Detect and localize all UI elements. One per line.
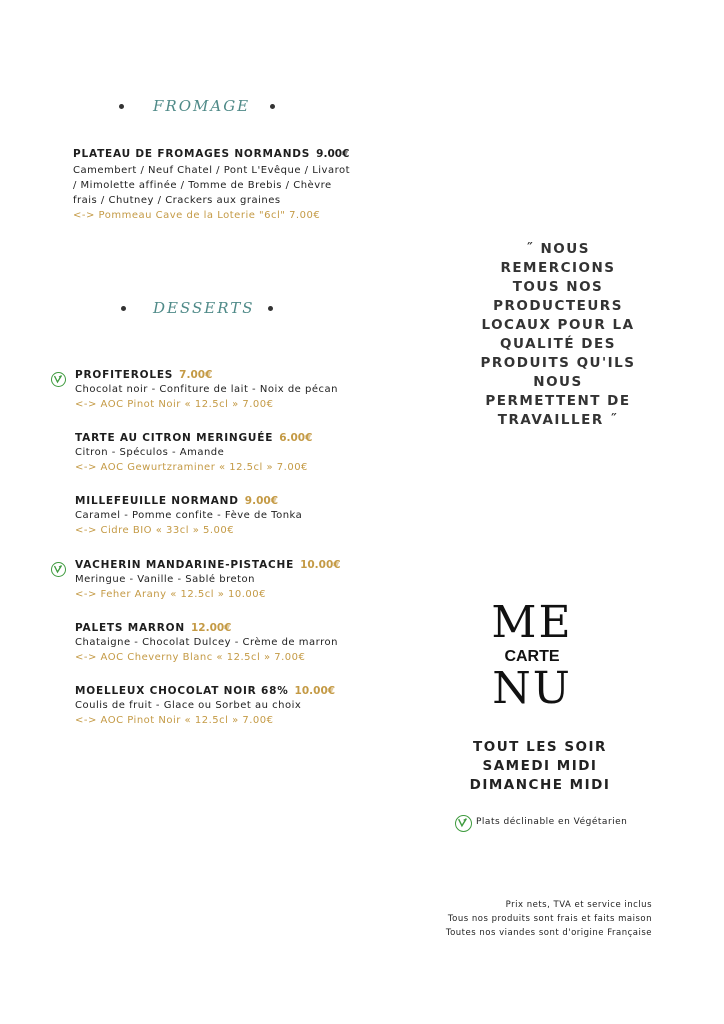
thanks-line: QUALITÉ DES	[500, 336, 616, 352]
item-name: VACHERIN MANDARINE-PISTACHE	[75, 559, 295, 571]
item-pairing: <-> Feher Arany « 12.5cl » 10.00€	[75, 589, 267, 600]
vegetarian-leaf-icon	[455, 815, 472, 832]
schedule-line: DIMANCHE MIDI	[469, 777, 611, 793]
schedule-line: TOUT LES SOIR	[473, 739, 607, 755]
bullet-dot	[270, 104, 275, 109]
section-title-fromage: FROMAGE	[153, 97, 251, 115]
item-desc: Meringue - Vanille - Sablé breton	[75, 574, 255, 585]
vegetarian-legend-text: Plats déclinable en Végétarien	[476, 817, 628, 827]
item-desc-line: Camembert / Neuf Chatel / Pont L'Evêque / Livarot	[73, 165, 351, 176]
item-desc: Chocolat noir - Confiture de lait - Noix de pécan	[75, 384, 338, 395]
item-name: MOELLEUX CHOCOLAT NOIR 68%	[75, 685, 289, 697]
item-name: PLATEAU DE FROMAGES NORMANDS	[73, 148, 311, 160]
menu-item-millefeuille	[75, 492, 395, 538]
footnote-line: Tous nos produits sont frais et faits maison	[447, 914, 652, 924]
section-title-desserts: DESSERTS	[153, 299, 255, 317]
vegetarian-leaf-icon	[51, 372, 66, 387]
item-name: TARTE AU CITRON MERINGUÉE	[75, 432, 274, 444]
item-price: 10.00€	[300, 559, 341, 571]
item-desc: Coulis de fruit - Glace ou Sorbet au choix	[75, 700, 302, 711]
logo-text-bottom: NU	[492, 663, 572, 714]
thanks-message	[468, 240, 648, 430]
thanks-line: PERMETTENT DE	[485, 393, 631, 409]
schedule-line: SAMEDI MIDI	[482, 758, 598, 774]
menu-item-palets-marron	[75, 619, 395, 665]
item-pairing: <-> Pommeau Cave de la Loterie "6cl" 7.00€	[73, 210, 321, 221]
thanks-line: PRODUITS QU'ILS	[480, 355, 636, 371]
logo-text-top: ME	[491, 597, 573, 648]
item-price: 9.00€	[316, 148, 350, 160]
opening-schedule	[440, 738, 640, 795]
bullet-dot	[121, 306, 126, 311]
item-pairing: <-> Cidre BIO « 33cl » 5.00€	[75, 525, 235, 536]
bullet-dot	[268, 306, 273, 311]
item-desc: Citron - Spéculos - Amande	[75, 447, 225, 458]
logo-menu-carte	[480, 597, 584, 714]
item-pairing: <-> AOC Pinot Noir « 12.5cl » 7.00€	[75, 715, 274, 726]
item-pairing: <-> AOC Pinot Noir « 12.5cl » 7.00€	[75, 399, 274, 410]
footnotes	[380, 898, 652, 940]
menu-item-profiteroles	[75, 366, 395, 412]
footnote-line: Prix nets, TVA et service inclus	[505, 900, 652, 910]
menu-item-tarte-citron	[75, 429, 395, 475]
item-desc: Caramel - Pomme confite - Fève de Tonka	[75, 510, 303, 521]
thanks-line: REMERCIONS	[500, 260, 616, 276]
thanks-line: PRODUCTEURS	[493, 298, 623, 314]
bullet-dot	[119, 104, 124, 109]
item-name: MILLEFEUILLE NORMAND	[75, 495, 239, 507]
item-pairing: <-> AOC Cheverny Blanc « 12.5cl » 7.00€	[75, 652, 306, 663]
menu-item-plateau-fromages	[73, 145, 383, 223]
item-desc-line: / Mimolette affinée / Tomme de Brebis / Chèvre	[73, 180, 332, 191]
footnote-line: Toutes nos viandes sont d'origine Française	[445, 928, 652, 938]
item-price: 10.00€	[294, 685, 336, 697]
item-pairing: <-> AOC Gewurtzraminer « 12.5cl » 7.00€	[75, 462, 308, 473]
menu-item-moelleux	[75, 682, 395, 728]
thanks-line: NOUS	[533, 374, 583, 390]
thanks-line: ˝ NOUS	[526, 241, 590, 257]
thanks-line: TRAVAILLER ˝	[497, 412, 619, 428]
thanks-line: TOUS NOS	[512, 279, 604, 295]
vegetarian-leaf-icon	[51, 562, 66, 577]
item-price: 12.00€	[190, 622, 232, 634]
menu-item-vacherin	[75, 556, 395, 602]
item-price: 7.00€	[179, 369, 213, 381]
logo-text-middle: CARTE	[504, 648, 560, 665]
item-price: 6.00€	[279, 432, 313, 444]
item-desc-line: frais / Chutney / Crackers aux graines	[73, 195, 281, 206]
item-name: PROFITEROLES	[75, 369, 174, 381]
item-price: 9.00€	[244, 495, 278, 507]
item-name: PALETS MARRON	[75, 622, 185, 634]
thanks-line: LOCAUX POUR LA	[481, 317, 635, 333]
item-desc: Chataigne - Chocolat Dulcey - Crème de marron	[75, 637, 338, 648]
